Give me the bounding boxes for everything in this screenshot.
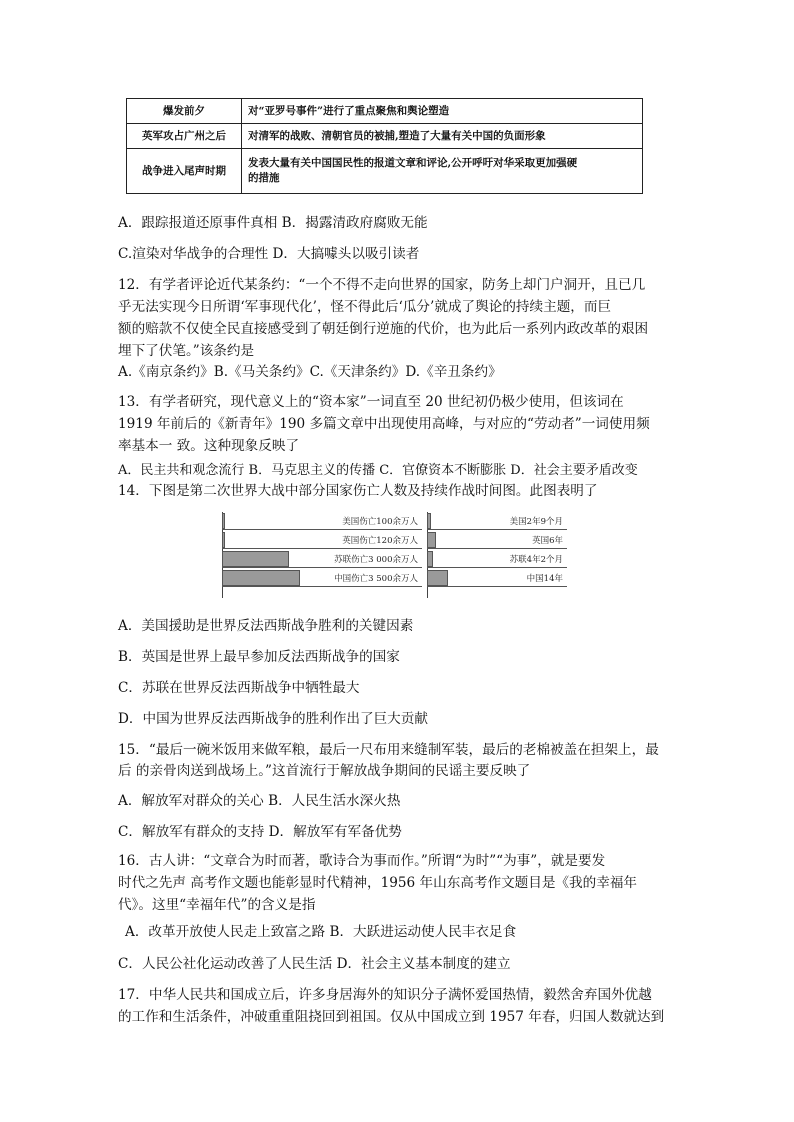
- casualty-row-baseline: [222, 567, 422, 568]
- duration-bar-label: 英国6年: [532, 536, 563, 546]
- q17-stem-line1: 17．中华人民共和国成立后，许多身居海外的知识分子满怀爱国热情，毅然舍弃国外优越: [118, 987, 652, 1003]
- q13-stem-line2: 1919 年前后的《新青年》190 多篇文章中出现使用高峰，与对应的“劳动者”一词使用频: [118, 416, 650, 432]
- q14-option-b: B．英国是世界上最早参加反法西斯战争的国家: [118, 649, 400, 665]
- q14-stem: 14．下图是第二次世界大战中部分国家伤亡人数及持续作战时间图。此图表明了: [118, 483, 598, 499]
- q16-stem-line3: 代》。这里“幸福年代”的含义是指: [118, 897, 316, 913]
- casualty-chart: [222, 512, 422, 600]
- q14-option-c: C．苏联在世界反法西斯战争中牺牲最大: [118, 680, 360, 696]
- duration-row-baseline: [427, 586, 567, 587]
- table-cell-content-line2: 的措施: [248, 172, 280, 184]
- table-cell-content-line1: 发表大量有关中国国民性的报道文章和评论,公开呼吁对华采取更加强硬: [248, 157, 578, 169]
- duration-bar-label: 中国14年: [526, 574, 563, 584]
- q11-options-cd: C.渲染对华战争的合理性 D．大搞噱头以吸引读者: [118, 246, 420, 262]
- q16-stem-line1: 16．古人讲：“文章合为时而著，歌诗合为事而作。”所谓“为时”“为事”，就是要发: [118, 853, 606, 869]
- table-cell-stage: 英军攻占广州之后: [127, 124, 242, 149]
- casualty-bar-label: 英国伤亡120余万人: [342, 536, 418, 546]
- casualty-bar: [222, 513, 225, 529]
- q16-options-ab: A．改革开放使人民走上致富之路 B．大跃进运动使人民丰衣足食: [125, 924, 517, 940]
- q15-options-ab: A．解放军对群众的关心 B．人民生活水深火热: [118, 793, 401, 809]
- casualty-row-baseline: [222, 548, 422, 549]
- q12-stem-line1: 12．有学者评论近代某条约：“一个不得不走向世界的国家，防务上却门户洞开，且已几: [118, 277, 646, 293]
- duration-bar: [427, 570, 448, 586]
- casualty-bar: [222, 570, 300, 586]
- duration-bar: [427, 532, 436, 548]
- table-cell-content: 对“亚罗号事件”进行了重点聚焦和舆论塑造: [242, 99, 643, 124]
- duration-bar-label: 美国2年9个月: [509, 517, 563, 527]
- table-row: [127, 99, 643, 124]
- table-cell-stage: 战争进入尾声时期: [127, 149, 242, 194]
- table-cell-stage: 爆发前夕: [127, 99, 242, 124]
- q16-stem-line2: 时代之先声 高考作文题也能彰显时代精神，1956 年山东高考作文题目是《我的幸福年: [118, 875, 638, 891]
- table-cell-content: 对清军的战败、清朝官员的被捕,塑造了大量有关中国的负面形象: [242, 124, 643, 149]
- q15-options-cd: C．解放军有群众的支持 D．解放军有军备优势: [118, 824, 402, 840]
- casualty-bar-label: 苏联伤亡3 000余万人: [334, 555, 418, 565]
- q12-stem-line3: 额的赔款不仅使全民直接感受到了朝廷倒行逆施的代价，也为此后一系列内政改革的艰困: [118, 321, 649, 337]
- casualty-bar-label: 中国伤亡3 500余万人: [334, 574, 418, 584]
- q13-stem-line1: 13．有学者研究，现代意义上的“资本家”一词直至 20 世纪初仍极少使用，但该词在: [118, 394, 624, 410]
- q17-stem-line2: 的工作和生活条件，冲破重重阻挠回到祖国。仅从中国成立到 1957 年春，归国人数就达到: [118, 1009, 665, 1025]
- duration-bar: [427, 513, 431, 529]
- duration-row-baseline: [427, 529, 567, 530]
- duration-row-baseline: [427, 567, 567, 568]
- q13-options: A．民主共和观念流行 B．马克思主义的传播 C．官僚资本不断膨胀 D．社会主要矛盾改变: [118, 463, 638, 478]
- q11-options-ab: A．跟踪报道还原事件真相 B．揭露清政府腐败无能: [118, 215, 428, 231]
- table-cell-content: [242, 149, 643, 194]
- q15-stem-line2: 后 的亲骨肉送到战场上。”这首流行于解放战争期间的民谣主要反映了: [118, 763, 531, 779]
- q13-stem-line3: 率基本一 致。这种现象反映了: [118, 438, 300, 454]
- casualty-bar-label: 美国伤亡100余万人: [342, 517, 418, 527]
- duration-bar-label: 苏联4年2个月: [509, 555, 563, 565]
- casualty-duration-chart: [222, 512, 567, 600]
- q12-stem-line2: 乎无法实现今日所谓‘军事现代化’，怪不得此后‘瓜分’就成了舆论的持续主题，而巨: [118, 299, 612, 315]
- duration-chart: [427, 512, 567, 600]
- table-row: [127, 149, 643, 194]
- context-table: [126, 98, 643, 194]
- casualty-row-baseline: [222, 586, 422, 587]
- q12-stem-line4: 埋下了伏笔。”该条约是: [118, 343, 255, 359]
- casualty-row-baseline: [222, 529, 422, 530]
- q16-options-cd: C．人民公社化运动改善了人民生活 D．社会主义基本制度的建立: [118, 956, 511, 972]
- q14-option-d: D．中国为世界反法西斯战争的胜利作出了巨大贡献: [118, 711, 428, 727]
- q15-stem-line1: 15．“最后一碗米饭用来做军粮，最后一尺布用来缝制军装，最后的老棉被盖在担架上，最: [118, 742, 659, 758]
- casualty-bar: [222, 532, 225, 548]
- duration-bar: [427, 551, 433, 567]
- duration-row-baseline: [427, 548, 567, 549]
- q12-options: A.《南京条约》B.《马关条约》C.《天津条约》D.《辛丑条约》: [118, 364, 502, 380]
- q14-option-a: A．美国援助是世界反法西斯战争胜利的关键因素: [118, 618, 414, 634]
- table-row: [127, 124, 643, 149]
- casualty-bar: [222, 551, 289, 567]
